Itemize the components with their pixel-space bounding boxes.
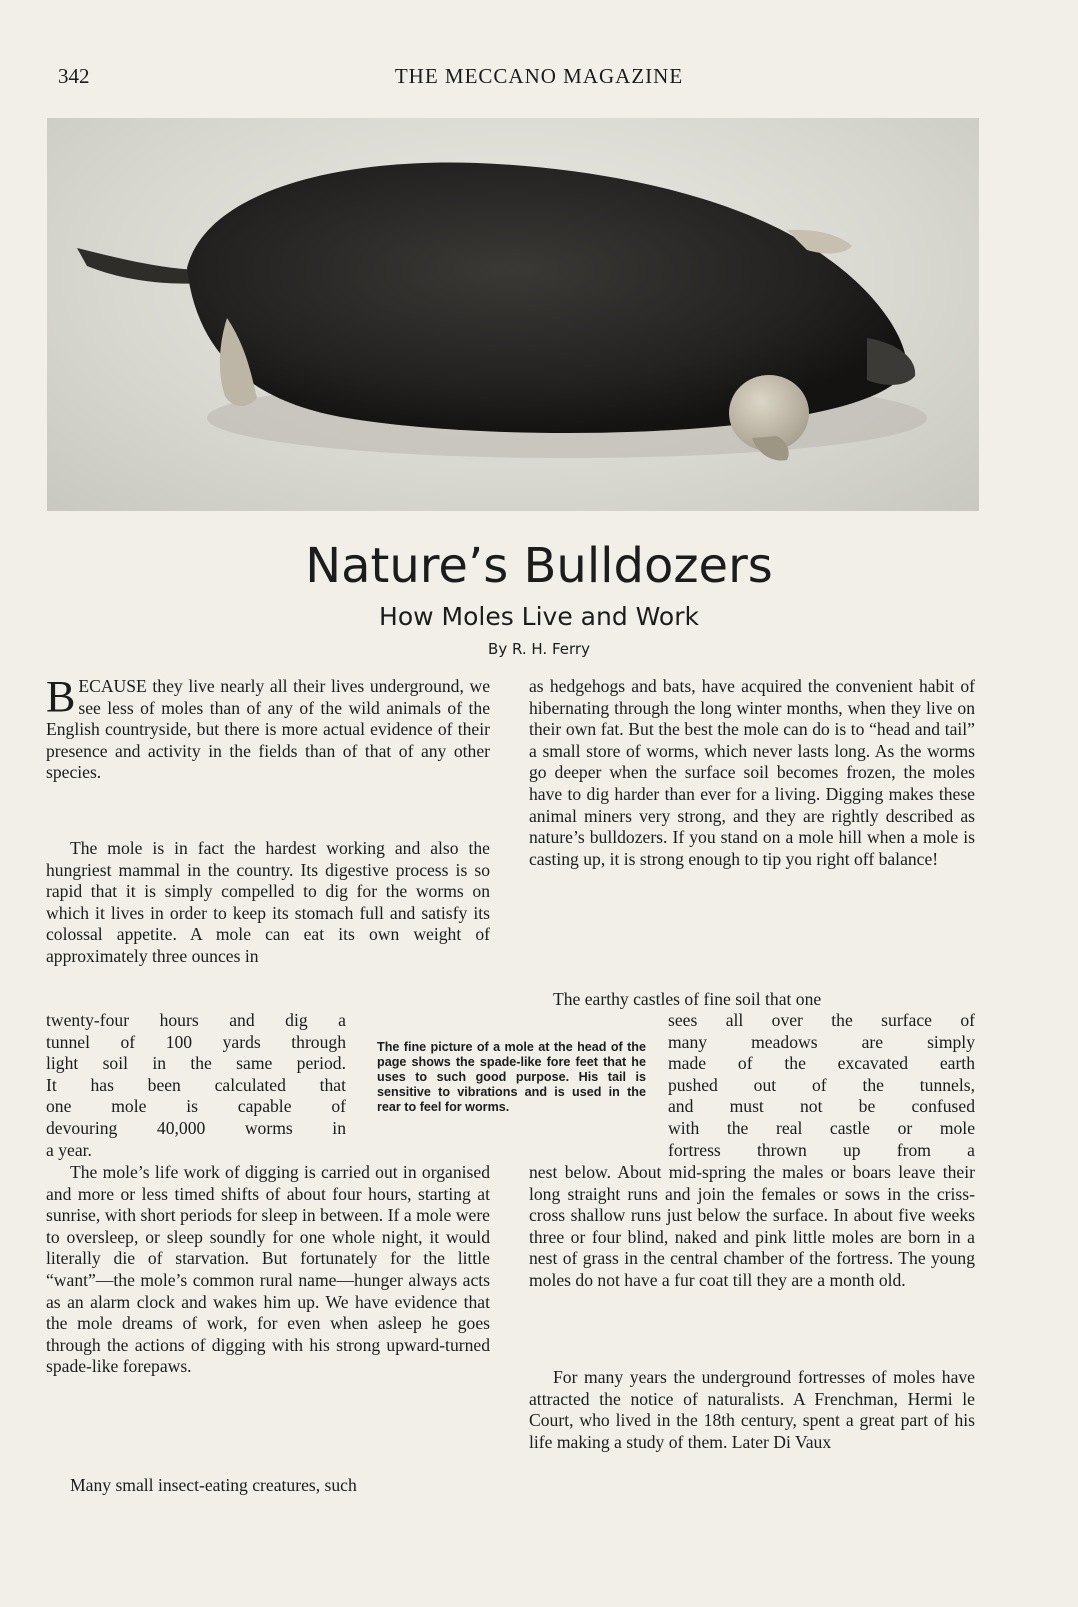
photo-caption: The fine picture of a mole at the head of the page shows the spade-like fore feet that he uses to such good purpose. His tail is sensitive to vibrations and is used in the rear to feel for worms. xyxy=(377,1040,646,1114)
mole-illustration xyxy=(47,118,979,511)
wrap-line: devouring 40,000 worms in xyxy=(46,1117,346,1138)
paragraph-work-shifts: The mole’s life work of digging is carried out in organised and more or less timed shifts of about four hours, starting at sunrise, with short periods for sleep in between. If a mole were to oversleep, or sleep soundly for one whole night, it would literally die of starvation. But fortunately for the little “want”—the mole’s common rural name—hunger always acts as an alarm clock and wakes him up. We have evidence that the mole dreams of work, for even when asleep he goes through the actions of digging with his strong upward-turned spade-like forepaws. xyxy=(46,1162,490,1377)
wrap-line: with the real castle or mole xyxy=(668,1117,975,1138)
paragraph-insect-eaters: Many small insect-eating creatures, such xyxy=(70,1475,357,1495)
wrap-line: many meadows are simply xyxy=(668,1031,975,1052)
caption-wrap-left xyxy=(46,1010,346,1161)
wrap-line: tunnel of 100 yards through xyxy=(46,1031,346,1052)
wrap-line: made of the excavated earth xyxy=(668,1053,975,1074)
paragraph-hibernation: as hedgehogs and bats, have acquired the convenient habit of hibernating through the long winter months, when they live on their own fat. But the best the mole can do is to “head and tail” a small store of worms, which never lasts long. As the worms go deeper when the surface soil becomes frozen, the moles have to dig harder than ever for a living. Digging makes these animal miners very strong, and they are rightly described as nature’s bulldozers. If you stand on a mole hill when a mole is casting up, it is strong enough to tip you right off balance! xyxy=(529,676,975,869)
caption-wrap-right xyxy=(668,1010,975,1161)
page-number: 342 xyxy=(58,64,90,88)
paragraph-naturalists: For many years the underground fortresses of moles have attracted the notice of naturalists. A Frenchman, Hermi le Court, who lived in the 18th century, spent a great part of his life making a study of them. Later Di Vaux xyxy=(529,1367,975,1452)
wrap-line: and must not be confused xyxy=(668,1096,975,1117)
paragraph-appetite: The mole is in fact the hardest working and also the hungriest mammal in the country. Its digestive process is so rapid that it is simply compelled to dig for the worms on which it lives in order to keep its stomach full and satisfy its colossal appetite. A mole can eat its own weight of approximately three ounces in xyxy=(46,838,490,966)
mole-photograph xyxy=(47,118,979,511)
drop-cap: B xyxy=(46,672,76,721)
wrap-line: pushed out of the tunnels, xyxy=(668,1074,975,1095)
wrap-line: one mole is capable of xyxy=(46,1096,346,1117)
wrap-line: light soil in the same period. xyxy=(46,1053,346,1074)
paragraph-breeding: nest below. About mid-spring the males or boars leave their long straight runs and join the females or sows in the criss-cross shallow runs just below the surface. In about five weeks three or four blind, naked and pink little moles are born in a nest of grass in the central chamber of the fortress. The young moles do not have a fur coat till they are a month old. xyxy=(529,1162,975,1290)
wrap-line: It has been calculated that xyxy=(46,1074,346,1095)
magazine-title: THE MECCANO MAGAZINE xyxy=(394,64,684,88)
intro-text: ECAUSE they live nearly all their lives underground, we see less of moles than of any of the wild animals of the English countryside, but there is more actual evidence of their presence and activity in the fields than of that of any other species. xyxy=(46,676,490,783)
article-subtitle: How Moles Live and Work xyxy=(379,602,699,631)
wrap-line: fortress thrown up from a xyxy=(668,1139,975,1160)
wrap-line: sees all over the surface of xyxy=(668,1010,975,1030)
wrap-line: a year. xyxy=(46,1139,92,1160)
wrap-line: twenty-four hours and dig a xyxy=(46,1010,346,1030)
paragraph-castles-start: The earthy castles of fine soil that one xyxy=(553,989,822,1009)
article-title: Nature’s Bulldozers xyxy=(305,538,773,594)
article-byline: By R. H. Ferry xyxy=(488,640,590,658)
paragraph-intro xyxy=(46,672,490,784)
running-head xyxy=(0,64,1078,94)
